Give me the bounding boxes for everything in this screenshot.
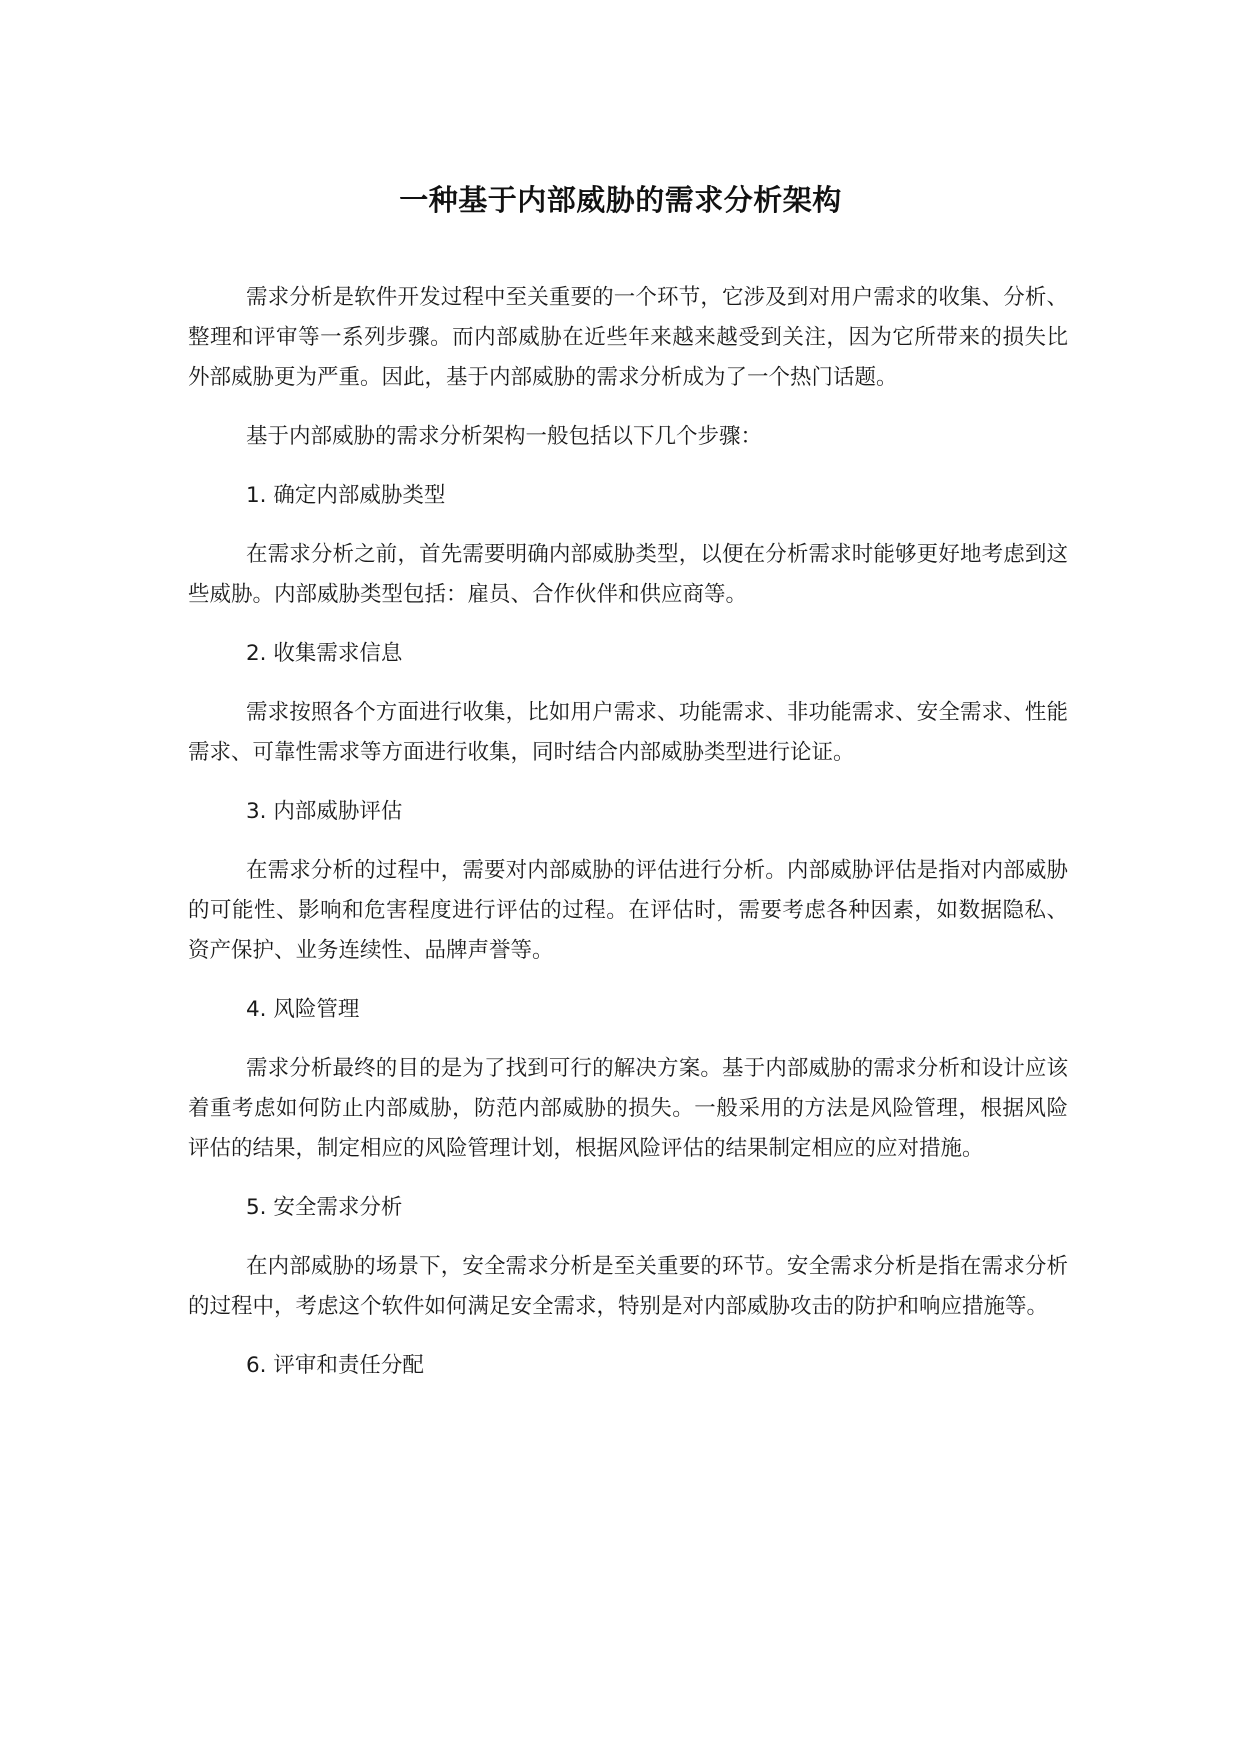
step-heading-3: 3. 内部威胁评估 [246, 799, 403, 824]
step-body-4: 需求分析最终的目的是为了找到可行的解决方案。基于内部威胁的需求分析和设计应该着重考虑如何防止内部威胁，防范内部威胁的损失。一般采用的方法是风险管理，根据风险评估的结果，制定相应的风险管理计划，根据风险评估的结果制定相应的应对措施。 [188, 1056, 1068, 1161]
step-body-3: 在需求分析的过程中，需要对内部威胁的评估进行分析。内部威胁评估是指对内部威胁的可能性、影响和危害程度进行评估的过程。在评估时，需要考虑各种因素，如数据隐私、资产保护、业务连续性、品牌声誉等。 [188, 858, 1068, 963]
document-title: 一种基于内部威胁的需求分析架构 [399, 183, 842, 217]
document-body [188, 278, 1068, 1405]
step-body-1: 在需求分析之前，首先需要明确内部威胁类型，以便在分析需求时能够更好地考虑到这些威胁。内部威胁类型包括：雇员、合作伙伴和供应商等。 [188, 542, 1068, 607]
step-heading-6: 6. 评审和责任分配 [246, 1353, 424, 1378]
step-body-5: 在内部威胁的场景下，安全需求分析是至关重要的环节。安全需求分析是指在需求分析的过程中，考虑这个软件如何满足安全需求，特别是对内部威胁攻击的防护和响应措施等。 [188, 1254, 1068, 1319]
step-heading-5: 5. 安全需求分析 [246, 1195, 403, 1220]
step-body-2: 需求按照各个方面进行收集，比如用户需求、功能需求、非功能需求、安全需求、性能需求、可靠性需求等方面进行收集，同时结合内部威胁类型进行论证。 [188, 700, 1068, 765]
intro-paragraph: 需求分析是软件开发过程中至关重要的一个环节，它涉及到对用户需求的收集、分析、整理和评审等一系列步骤。而内部威胁在近些年来越来越受到关注，因为它所带来的损失比外部威胁更为严重。因此，基于内部威胁的需求分析成为了一个热门话题。 [188, 285, 1068, 390]
lead-paragraph: 基于内部威胁的需求分析架构一般包括以下几个步骤： [246, 424, 763, 449]
step-heading-2: 2. 收集需求信息 [246, 641, 403, 666]
step-heading-1: 1. 确定内部威胁类型 [246, 483, 446, 508]
step-heading-4: 4. 风险管理 [246, 997, 360, 1022]
